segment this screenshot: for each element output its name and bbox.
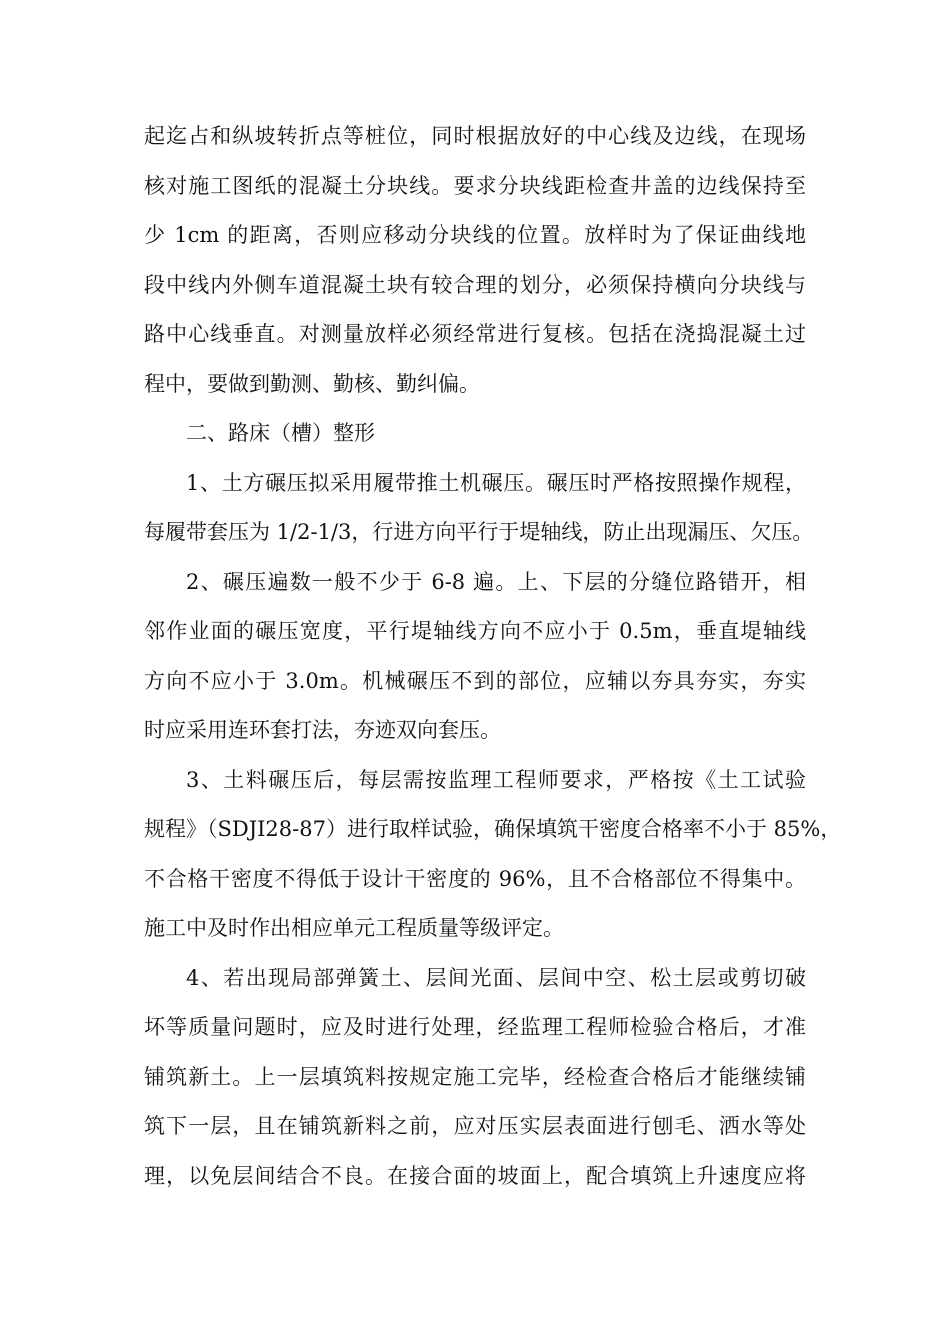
text-line: 4、若出现局部弹簧土、层间光面、层间中空、松土层或剪切破 bbox=[186, 965, 806, 990]
text-line: 规程》（SDJI28-87）进行取样试验，确保填筑干密度合格率不小于 85%， bbox=[144, 817, 842, 841]
body-text bbox=[144, 112, 842, 1201]
text-line: 少 1cm 的距离，否则应移动分块线的位置。放样时为了保证曲线地 bbox=[144, 223, 806, 247]
text-line: 不合格干密度不得低于设计干密度的 96%，且不合格部位不得集中。 bbox=[144, 866, 806, 891]
text-line: 起迄占和纵坡转折点等桩位，同时根据放好的中心线及边线，在现场 bbox=[144, 124, 806, 148]
section-heading: 二、路床（槽）整形 bbox=[186, 421, 375, 445]
text-line: 每履带套压为 1/2-1/3，行进方向平行于堤轴线，防止出现漏压、欠压。 bbox=[144, 520, 814, 544]
text-line: 时应采用连环套打法，夯迹双向套压。 bbox=[144, 718, 501, 742]
text-line: 3、土料碾压后，每层需按监理工程师要求，严格按《土工试验 bbox=[186, 767, 806, 792]
text-line: 路中心线垂直。对测量放样必须经常进行复核。包括在浇捣混凝土过 bbox=[144, 322, 806, 346]
text-line: 方向不应小于 3.0m。机械碾压不到的部位，应辅以夯具夯实，夯实 bbox=[144, 668, 806, 693]
text-line: 施工中及时作出相应单元工程质量等级评定。 bbox=[144, 916, 564, 940]
text-line: 筑下一层，且在铺筑新料之前，应对压实层表面进行刨毛、洒水等处 bbox=[144, 1114, 806, 1138]
text-line: 邻作业面的碾压宽度，平行堤轴线方向不应小于 0.5m，垂直堤轴线 bbox=[144, 619, 806, 643]
text-line: 理，以免层间结合不良。在接合面的坡面上，配合填筑上升速度应将 bbox=[144, 1163, 806, 1188]
text-line: 2、碾压遍数一般不少于 6-8 遍。上、下层的分缝位路错开，相 bbox=[186, 569, 806, 594]
text-line: 程中，要做到勤测、勤核、勤纠偏。 bbox=[144, 371, 480, 396]
text-line: 段中线内外侧车道混凝土块有较合理的划分，必须保持横向分块线与 bbox=[144, 272, 806, 297]
text-line: 1、土方碾压拟采用履带推土机碾压。碾压时严格按照操作规程， bbox=[186, 470, 806, 495]
text-line: 核对施工图纸的混凝土分块线。要求分块线距检查井盖的边线保持至 bbox=[144, 173, 806, 198]
text-line: 铺筑新土。上一层填筑料按规定施工完毕，经检查合格后才能继续铺 bbox=[144, 1064, 806, 1089]
text-line: 坏等质量问题时，应及时进行处理，经监理工程师检验合格后，才准 bbox=[144, 1015, 806, 1039]
